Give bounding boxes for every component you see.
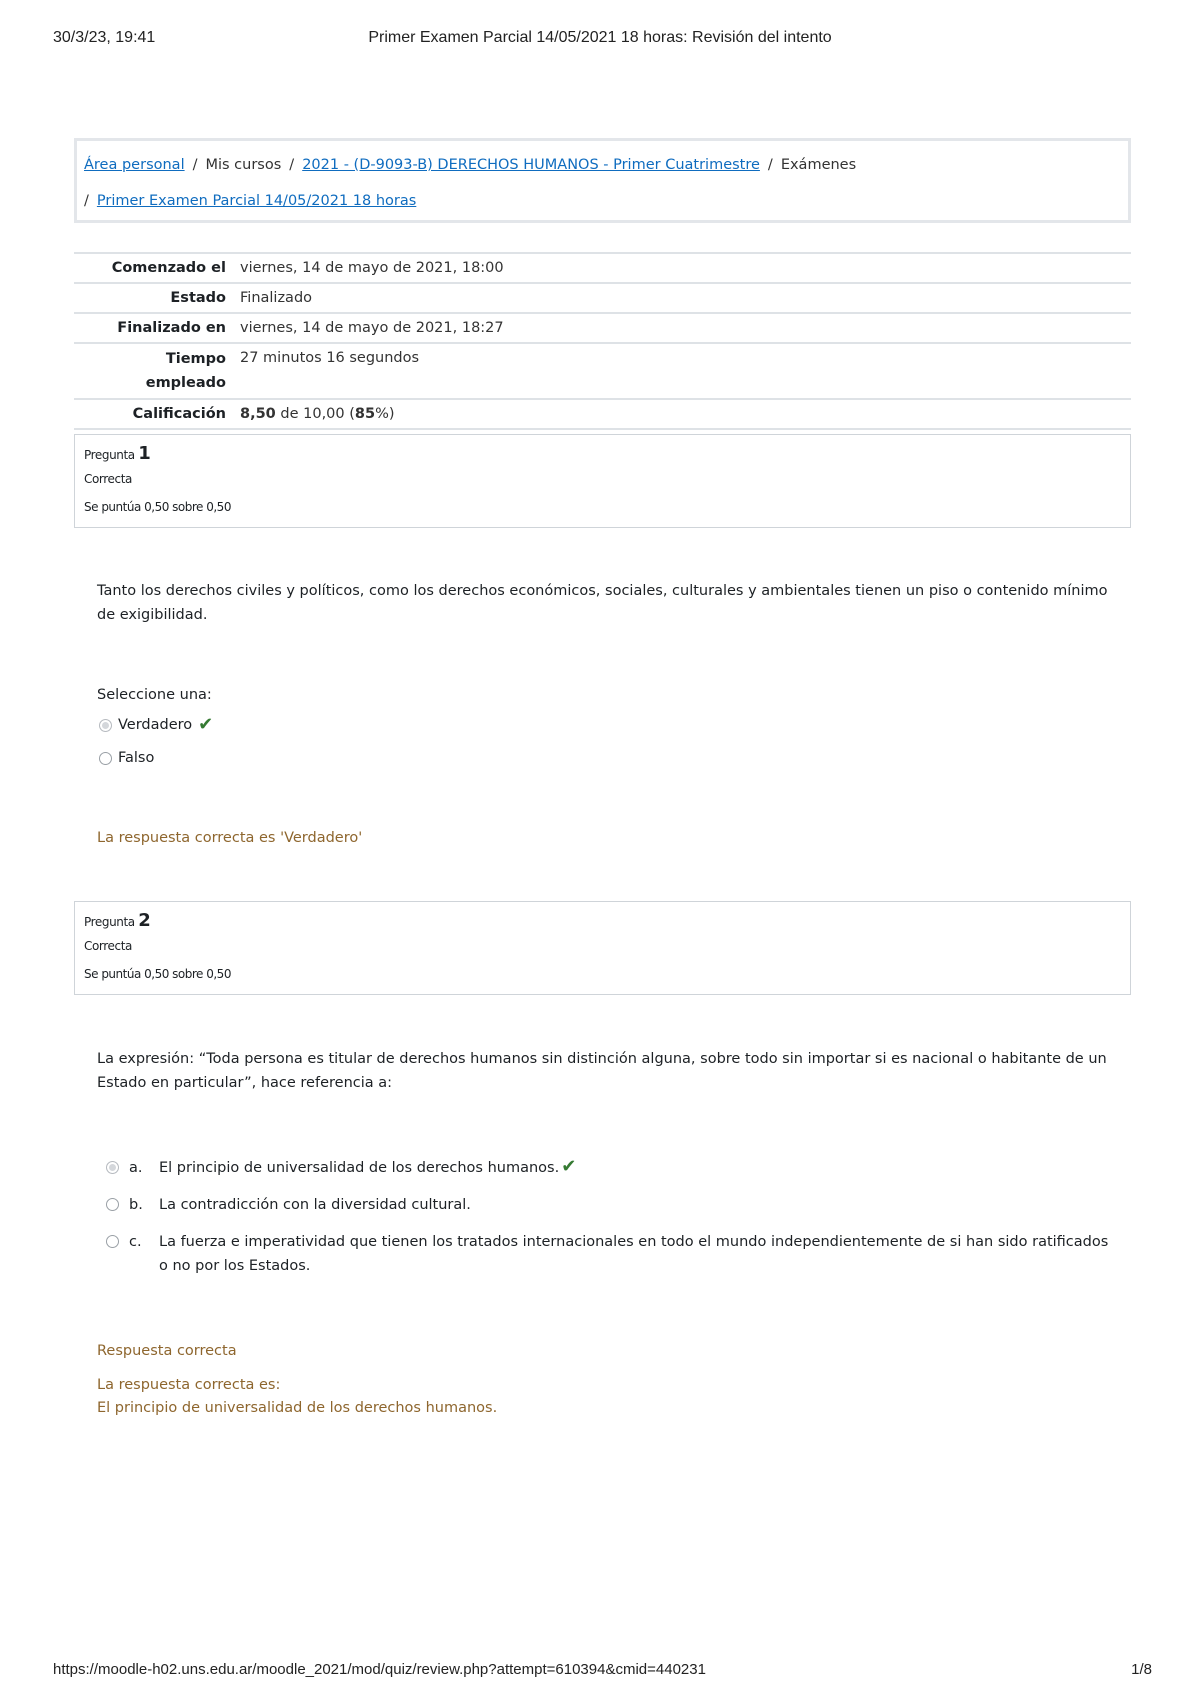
radio-button[interactable] [99, 752, 112, 765]
radio-button[interactable] [106, 1198, 119, 1211]
option-verdadero[interactable] [99, 716, 213, 734]
breadcrumb-item-examenes: Exámenes [780, 157, 857, 173]
question-number-prefix: Pregunta [84, 915, 135, 929]
question-number [84, 443, 151, 464]
print-header [0, 0, 1200, 46]
radio-button-selected[interactable] [99, 719, 112, 732]
summary-value: 27 minutos 16 segundos [240, 350, 420, 366]
answer-option-a[interactable] [106, 1156, 1116, 1180]
question-text-1: Tanto los derechos civiles y políticos, como los derechos económicos, sociales, culturales y ambientales tienen un piso o contenido mínimo de exigibilidad. [97, 583, 1108, 623]
summary-label: Finalizado en [117, 320, 226, 336]
question-info-2 [74, 901, 1131, 995]
breadcrumb [74, 138, 1131, 223]
feedback-status: Respuesta correcta [97, 1343, 237, 1359]
option-falso[interactable] [99, 750, 154, 766]
question-grade: Se puntúa 0,50 sobre 0,50 [84, 967, 231, 981]
summary-value: Finalizado [240, 290, 313, 306]
option-label: Falso [118, 750, 155, 766]
option-letter: a. [129, 1160, 143, 1176]
print-footer [0, 1655, 1200, 1685]
feedback-correct-answer: El principio de universalidad de los derechos humanos. [97, 1400, 498, 1416]
correct-check-icon: ✔ [561, 1156, 577, 1177]
grade-total: de 10,00 ( [275, 406, 355, 422]
select-one-prompt: Seleccione una: [97, 687, 212, 703]
attempt-summary-table [74, 252, 1131, 430]
option-label: La fuerza e imperatividad que tienen los tratados internacionales en todo el mundo independientemente de si han sido ratificados o no por los Estados. [159, 1234, 1109, 1274]
summary-row-started [74, 253, 1131, 283]
question-number-value: 1 [138, 443, 151, 464]
question-number-value: 2 [138, 910, 151, 931]
print-page-number: 1/8 [1131, 1661, 1152, 1678]
print-page-title: Primer Examen Parcial 14/05/2021 18 horas: Revisión del intento [368, 29, 832, 46]
summary-label-line: empleado [145, 375, 226, 391]
summary-row-grade [74, 399, 1131, 429]
summary-label [74, 343, 236, 399]
answer-option-b[interactable] [106, 1193, 1116, 1217]
grade-percent: 85 [354, 406, 376, 422]
option-label: El principio de universalidad de los derechos humanos. [159, 1160, 560, 1176]
summary-label-line: Tiempo [165, 351, 226, 367]
option-letter: c. [129, 1234, 142, 1250]
question-text-2: La expresión: “Toda persona es titular de derechos humanos sin distinción alguna, sobre todo sin importar si es nacional o habitante de un Estado en particular”, hace referencia a: [97, 1051, 1107, 1091]
answer-option-c[interactable] [106, 1230, 1116, 1278]
breadcrumb-separator: / [84, 193, 89, 209]
question-state: Correcta [84, 939, 132, 953]
breadcrumb-link-quiz[interactable]: Primer Examen Parcial 14/05/2021 18 horas [96, 193, 417, 209]
option-letter: b. [129, 1197, 143, 1213]
summary-value [236, 399, 1131, 429]
print-url: https://moodle-h02.uns.edu.ar/moodle_2021/mod/quiz/review.php?attempt=610394&cmid=440231 [53, 1661, 706, 1678]
breadcrumb-separator: / [767, 157, 773, 173]
question-feedback-1: La respuesta correcta es 'Verdadero' [97, 830, 363, 846]
question-info-1 [74, 434, 1131, 528]
summary-label: Comenzado el [111, 260, 226, 276]
breadcrumb-link-area-personal[interactable]: Área personal [84, 157, 185, 173]
print-datetime: 30/3/23, 19:41 [53, 29, 156, 46]
grade-suffix: %) [375, 406, 395, 422]
question-number [84, 910, 151, 931]
question-grade: Se puntúa 0,50 sobre 0,50 [84, 500, 231, 514]
summary-value: viernes, 14 de mayo de 2021, 18:27 [240, 320, 504, 336]
breadcrumb-item-mis-cursos: Mis cursos [205, 157, 282, 173]
radio-button[interactable] [106, 1235, 119, 1248]
summary-label: Estado [170, 290, 226, 306]
question-state: Correcta [84, 472, 132, 486]
feedback-correct-intro: La respuesta correcta es: [97, 1377, 281, 1393]
option-label: Verdadero [118, 717, 193, 733]
option-text [159, 1156, 1114, 1180]
summary-value: viernes, 14 de mayo de 2021, 18:00 [240, 260, 504, 276]
breadcrumb-link-course[interactable]: 2021 - (D-9093-B) DERECHOS HUMANOS - Primer Cuatrimestre [302, 157, 760, 173]
question-number-prefix: Pregunta [84, 448, 135, 462]
option-label: La contradicción con la diversidad cultural. [159, 1197, 471, 1213]
breadcrumb-separator: / [289, 157, 295, 173]
summary-row-finished [74, 313, 1131, 343]
summary-row-time-taken [74, 343, 1131, 399]
radio-button-selected[interactable] [106, 1161, 119, 1174]
summary-row-state [74, 283, 1131, 313]
correct-check-icon: ✔ [198, 714, 214, 735]
summary-label: Calificación [132, 406, 226, 422]
grade-score: 8,50 [240, 406, 276, 422]
breadcrumb-separator: / [192, 157, 198, 173]
